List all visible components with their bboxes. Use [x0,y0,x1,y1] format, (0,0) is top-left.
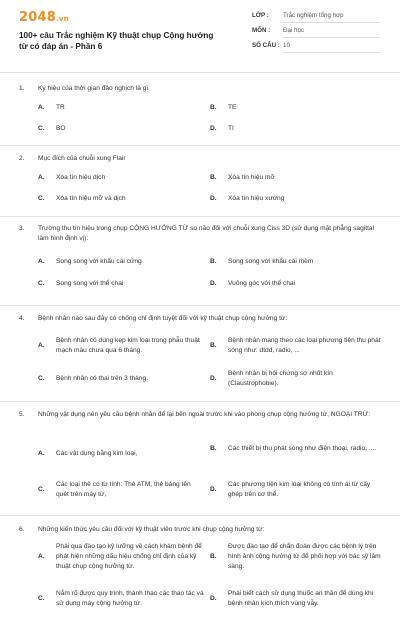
question-6 [0,516,400,626]
option-b[interactable] [210,336,385,356]
option-b[interactable] [210,257,313,267]
meta-value: Trắc nghiệm tổng hợp [283,12,380,23]
option-text: Các thiết bị thu phát sóng như điện thoại, radio, .... [228,445,377,452]
option-b[interactable] [210,444,385,454]
option-text: TE [228,104,237,111]
question-text-row [0,224,400,244]
site-logo[interactable] [19,10,69,25]
option-text: Được đào tạo để chẩn đoán được các bệnh lý trên hình ảnh cộng hưởng từ để phối hợp với bác sỹ lâm sàng. [228,543,381,570]
option-letter: A. [38,553,45,560]
meta-label: SỐ CÂU : [252,42,280,49]
option-text: Vuông góc với thể chai [228,280,296,287]
option-a[interactable] [38,444,208,464]
page-title: 100+ câu Trắc nghiệm Kỹ thuật chụp Cộng hưởng từ có đáp án - Phần 6 [19,31,214,51]
meta-row-count [252,42,380,57]
option-d[interactable] [210,124,234,134]
option-b[interactable] [210,173,275,183]
option-a[interactable] [38,173,105,183]
logo-suffix: .vn [55,15,69,23]
option-c[interactable] [38,589,208,609]
option-c[interactable] [38,194,126,204]
option-text: Bệnh nhân bị hội chứng sợ nhốt kín (Claustrophobie). [228,370,333,387]
option-letter: B. [210,258,217,265]
option-text: Song song với khẩu cái mềm [228,258,314,265]
option-text: Các loại thẻ có từ tính: Thẻ ATM, thẻ bảng tên quét trên máy từ, [56,481,191,498]
question-text-row [0,525,400,535]
option-letter: B. [210,104,217,111]
logo-main: 2048 [19,10,56,25]
option-text: TR [56,104,65,111]
option-letter: C. [38,486,45,493]
option-text: BO [56,125,66,132]
option-c[interactable] [38,480,208,500]
option-text: Xóa tín hiệu mỡ và dịch [56,195,126,202]
option-d[interactable] [210,589,385,609]
option-c[interactable] [38,124,66,134]
question-2 [0,146,400,217]
question-text: Những vật dụng nên yêu cầu bệnh nhân để lại bên ngoài trước khi vào phòng chụp cộng hưởng từ, NGOẠI TRỪ: [38,411,371,418]
question-text-row [0,314,400,324]
option-b[interactable] [210,103,236,113]
option-letter: D. [210,595,217,602]
meta-row-class [252,12,380,27]
meta-value: Đại học [283,27,380,38]
question-1 [0,76,400,146]
option-text: Phải qua đào tạo kỹ lưỡng về cách khám bệnh để phát hiện những dấu hiệu chống chỉ định của kỹ thuật chụp cộng hưởng từ. [56,543,202,570]
option-c[interactable] [38,279,123,289]
option-letter: B. [210,174,217,181]
question-number: 4. [19,315,25,322]
page-header [0,0,400,73]
option-letter: B. [210,553,217,560]
option-letter: D. [210,486,217,493]
meta-row-subject [252,27,380,42]
option-c[interactable] [38,369,208,389]
option-b[interactable] [210,542,385,572]
question-text-row [0,410,400,420]
option-letter: B. [210,342,217,349]
option-text: TI [228,125,234,132]
option-text: Xóa tín hiệu xương [228,195,285,202]
option-a[interactable] [38,103,65,113]
option-letter: A. [38,450,45,457]
option-d[interactable] [210,480,385,500]
question-text: Trường thu tín hiệu trong chụp CỘNG HƯỞNG TỪ sọ não đối với chuỗi xung Ciss 3D (sử dụng mặt phẳng sagittal làm hình định vị): [38,225,375,242]
quiz-meta [252,12,380,57]
question-text: Ký hiệu của thời gian đảo nghịch là gì [38,85,149,92]
option-letter: D. [210,195,217,202]
option-letter: C. [38,125,45,132]
option-text: Song song với thể chai [56,280,124,287]
meta-value: 10 [283,42,380,53]
question-5 [0,402,400,516]
option-a[interactable] [38,336,208,356]
question-text-row [0,154,400,164]
question-3 [0,217,400,306]
question-number: 3. [19,225,25,232]
question-text: Mục đích của chuỗi xung Flair [38,155,126,162]
option-letter: C. [38,595,45,602]
question-list [0,76,400,626]
option-letter: C. [38,280,45,287]
question-4 [0,306,400,402]
option-text: Các phương tiện kim loại không có tính ái từ cấy ghép trên cơ thể. [228,481,371,498]
option-text: Song song với khẩu cái cứng [56,258,142,265]
option-letter: A. [38,104,45,111]
option-letter: A. [38,342,45,349]
option-d[interactable] [210,279,295,289]
option-letter: C. [38,195,45,202]
option-d[interactable] [210,194,284,204]
option-text: Phải biết cách sử dụng thuốc an thần để dùng khi bệnh nhân kích thích vùng vẫy. [228,590,374,607]
option-letter: C. [38,375,45,382]
option-letter: A. [38,174,45,181]
option-text: Xóa tín hiệu mỡ [228,174,275,181]
option-text: Các vật dụng bằng kim loại, [56,450,138,457]
question-number: 5. [19,411,25,418]
question-number: 2. [19,155,25,162]
option-text: Nắm rõ được quy trình, thành thạo các thao tác và sử dụng máy cộng hưởng từ. [56,590,204,607]
option-d[interactable] [210,369,385,389]
meta-label: LỚP : [252,12,269,19]
option-letter: D. [210,375,217,382]
option-text: Bệnh nhân có dùng kẹp kim loại trong phẫu thuật mạch máu chưa qua 6 tháng. [56,337,200,354]
question-text: Những kiến thức yêu cầu đối với kỹ thuật viên trước khi chụp cộng hưởng từ: [38,526,265,533]
option-a[interactable] [38,542,208,572]
question-text-row [0,84,400,94]
option-letter: D. [210,280,217,287]
option-text: Bệnh nhân có thai trên 3 tháng. [56,375,149,382]
meta-label: MÔN : [252,27,271,34]
option-letter: D. [210,125,217,132]
option-letter: A. [38,258,45,265]
option-a[interactable] [38,257,142,267]
question-text: Bệnh nhân nào sau đây có chống chỉ định tuyệt đối với kỹ thuật chụp cộng hưởng từ: [38,315,288,322]
question-number: 1. [19,85,25,92]
option-letter: B. [210,445,217,452]
option-text: Xóa tín hiệu dịch [56,174,106,181]
question-number: 6. [19,526,25,533]
option-text: Bệnh nhân mang theo các loại phương tiện thu phát sóng như: dtdd, radio, ... [228,337,381,354]
